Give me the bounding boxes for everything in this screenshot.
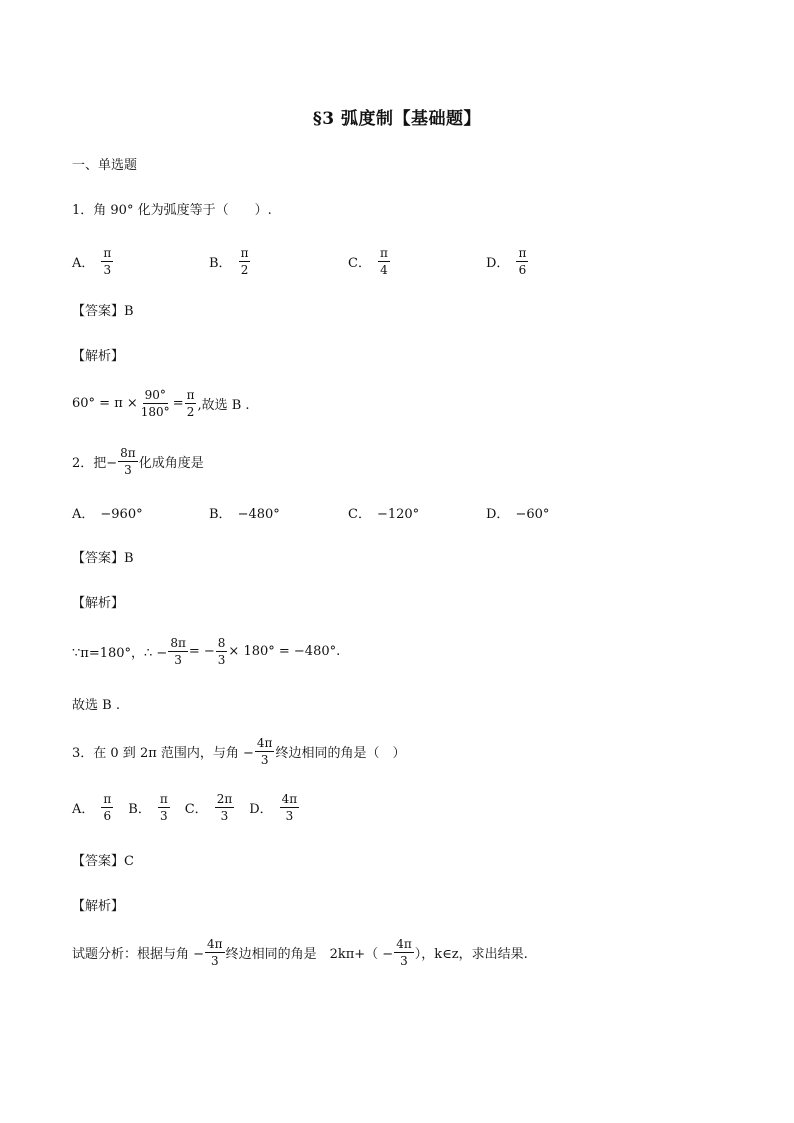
- solution-fraction: [168, 636, 188, 667]
- question-2-stem: [72, 446, 204, 477]
- numerator: π: [159, 792, 168, 806]
- option-label: D．: [249, 802, 273, 817]
- solution-fraction: [394, 937, 414, 968]
- q2-option-d: [486, 507, 549, 523]
- numerator: 90°: [144, 388, 166, 402]
- option-label: B．: [209, 256, 232, 271]
- denominator: 2: [186, 405, 195, 419]
- denominator: 6: [103, 809, 112, 823]
- stem-text: 2．把−: [72, 456, 118, 471]
- numerator: π: [379, 246, 388, 260]
- denominator: 3: [124, 463, 132, 477]
- solution-fraction: [216, 636, 228, 667]
- equals-sign: =: [172, 396, 184, 411]
- q3-option-a: [72, 792, 114, 823]
- q1-option-c: [348, 246, 391, 277]
- option-fraction: [101, 792, 113, 823]
- page-title: §3 弧度制【基础题】: [312, 109, 482, 129]
- q3-option-c: [185, 792, 235, 823]
- numerator: 4π: [396, 937, 412, 951]
- option-fraction: [239, 246, 251, 277]
- q2-answer: 【答案】B: [72, 551, 134, 566]
- denominator: 2: [240, 263, 249, 277]
- option-fraction: [158, 792, 170, 823]
- solution-text: 试题分析：根据与角 −: [72, 947, 205, 962]
- q1-analysis-label: 【解析】: [72, 349, 125, 364]
- solution-text: 终边相同的角是 2kπ+（ −: [225, 947, 394, 962]
- numerator: 4π: [256, 736, 273, 750]
- numerator: 4π: [207, 937, 223, 951]
- numerator: π: [518, 246, 527, 260]
- solution-text: × 180° = −480°.: [228, 644, 341, 659]
- solution-tail: ,故选 B .: [197, 398, 250, 413]
- option-fraction: [280, 792, 300, 823]
- q3-options: [72, 792, 300, 823]
- denominator: 3: [174, 653, 182, 667]
- option-fraction: [215, 792, 235, 823]
- q2-option-b: [209, 507, 280, 523]
- numerator: π: [186, 388, 195, 402]
- denominator: 4: [380, 263, 388, 277]
- option-label: A．: [72, 507, 95, 522]
- option-value: −120°: [376, 507, 420, 522]
- option-fraction: [516, 246, 528, 277]
- q2-option-c: [348, 507, 419, 523]
- solution-text: = −: [188, 644, 215, 659]
- option-label: A．: [72, 256, 95, 271]
- option-label: D．: [486, 507, 510, 522]
- option-label: C．: [348, 256, 371, 271]
- section-heading: 一、单选题: [72, 158, 138, 173]
- question-1-stem: 1．角 90° 化为弧度等于（ ）.: [72, 203, 272, 218]
- numerator: 2π: [216, 792, 233, 806]
- stem-fraction: [255, 736, 275, 767]
- q2-solution: [72, 636, 340, 667]
- numerator: 8π: [170, 636, 186, 650]
- denominator: 3: [285, 809, 294, 823]
- q3-option-b: [128, 792, 170, 823]
- solution-text: 60° = π ×: [72, 396, 138, 411]
- denominator: 180°: [140, 405, 170, 419]
- stem-text: 终边相同的角是（ ）: [275, 746, 406, 761]
- solution-fraction: [139, 388, 172, 419]
- q1-option-b: [209, 246, 251, 277]
- option-label: A．: [72, 802, 95, 817]
- stem-text: 3．在 0 到 2π 范围内，与角 −: [72, 746, 254, 761]
- question-3-stem: [72, 736, 405, 767]
- option-label: B．: [128, 802, 151, 817]
- q1-answer: 【答案】B: [72, 304, 134, 319]
- denominator: 3: [260, 753, 269, 767]
- solution-fraction: [205, 937, 225, 968]
- q3-answer: 【答案】C: [72, 854, 134, 869]
- stem-fraction: [118, 446, 138, 477]
- numerator: π: [103, 792, 112, 806]
- q2-option-a: [72, 507, 143, 523]
- option-value: −60°: [515, 507, 550, 522]
- denominator: 3: [103, 263, 112, 277]
- option-fraction: [378, 246, 390, 277]
- denominator: 3: [159, 809, 168, 823]
- numerator: 8π: [120, 446, 136, 460]
- q3-analysis-label: 【解析】: [72, 899, 125, 914]
- q3-option-d: [249, 792, 300, 823]
- option-label: B．: [209, 507, 232, 522]
- denominator: 6: [518, 263, 527, 277]
- option-value: −960°: [100, 507, 143, 522]
- numerator: 8: [217, 636, 226, 650]
- denominator: 3: [217, 653, 226, 667]
- numerator: π: [103, 246, 112, 260]
- option-label: D．: [486, 256, 510, 271]
- numerator: π: [240, 246, 249, 260]
- stem-text: 化成角度是: [138, 456, 204, 471]
- option-fraction: [101, 246, 113, 277]
- q2-analysis-label: 【解析】: [72, 596, 125, 611]
- solution-fraction: [185, 388, 197, 419]
- denominator: 3: [210, 954, 219, 968]
- q2-conclusion: 故选 B .: [72, 698, 120, 713]
- q1-option-a: [72, 246, 114, 277]
- numerator: 4π: [281, 792, 298, 806]
- option-value: −480°: [237, 507, 280, 522]
- q1-option-d: [486, 246, 529, 277]
- q1-solution: [72, 388, 250, 419]
- q3-solution: [72, 937, 528, 968]
- denominator: 3: [220, 809, 229, 823]
- solution-text: ∵π=180°，∴ −: [72, 646, 168, 661]
- denominator: 3: [400, 954, 408, 968]
- option-label: C．: [348, 507, 371, 522]
- solution-text: ），k∈z，求出结果.: [414, 947, 528, 962]
- option-label: C．: [184, 802, 208, 817]
